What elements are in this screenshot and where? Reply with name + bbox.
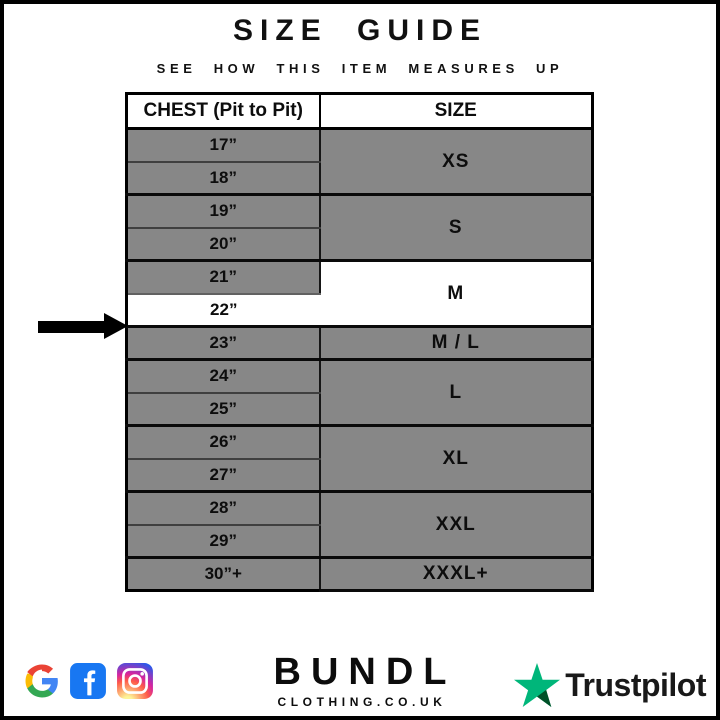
current-size-arrow-icon bbox=[38, 313, 128, 340]
chest-cell-17: 17” bbox=[127, 129, 320, 162]
table-header-row bbox=[127, 94, 593, 129]
chest-cell-18: 18” bbox=[127, 162, 320, 195]
trustpilot-star-icon bbox=[514, 663, 560, 707]
size-cell-xxl: XXL bbox=[320, 492, 593, 558]
column-header-chest: CHEST (Pit to Pit) bbox=[127, 94, 320, 129]
size-cell-xl: XL bbox=[320, 426, 593, 492]
size-cell-m-highlighted: M bbox=[320, 261, 593, 327]
chest-cell-23: 23” bbox=[127, 327, 320, 360]
brand-logo bbox=[264, 651, 457, 709]
brand-name: BUNDL bbox=[273, 651, 457, 693]
instagram-icon bbox=[116, 662, 154, 700]
social-icons bbox=[24, 662, 154, 700]
table-row bbox=[127, 558, 593, 591]
brand-tagline: CLOTHING.CO.UK bbox=[277, 695, 447, 709]
chest-cell-21: 21” bbox=[127, 261, 320, 294]
page-subtitle: SEE HOW THIS ITEM MEASURES UP bbox=[156, 61, 564, 76]
table-row bbox=[127, 360, 593, 393]
chest-cell-29: 29” bbox=[127, 525, 320, 558]
table-row bbox=[127, 129, 593, 162]
size-cell-xs: XS bbox=[320, 129, 593, 195]
chest-cell-25: 25” bbox=[127, 393, 320, 426]
chest-cell-24: 24” bbox=[127, 360, 320, 393]
size-cell-xxxl: XXXL+ bbox=[320, 558, 593, 591]
footer bbox=[4, 649, 716, 719]
table-row bbox=[127, 426, 593, 459]
size-guide-table bbox=[125, 92, 594, 592]
page-title: SIZE GUIDE bbox=[232, 14, 488, 47]
size-cell-m-l: M / L bbox=[320, 327, 593, 360]
facebook-icon bbox=[69, 662, 107, 700]
chest-cell-30plus: 30”+ bbox=[127, 558, 320, 591]
size-cell-l: L bbox=[320, 360, 593, 426]
table-row bbox=[127, 261, 593, 294]
arrow-shaft bbox=[38, 321, 106, 333]
table-row bbox=[127, 492, 593, 525]
arrow-head bbox=[104, 313, 128, 339]
trustpilot-logo bbox=[514, 663, 706, 707]
google-icon bbox=[24, 663, 60, 699]
chest-cell-20: 20” bbox=[127, 228, 320, 261]
size-cell-s: S bbox=[320, 195, 593, 261]
table-row bbox=[127, 195, 593, 228]
trustpilot-label: Trustpilot bbox=[565, 666, 706, 703]
chest-cell-19: 19” bbox=[127, 195, 320, 228]
chest-cell-26: 26” bbox=[127, 426, 320, 459]
chest-cell-22-highlighted: 22” bbox=[127, 294, 320, 327]
column-header-size: SIZE bbox=[320, 94, 593, 129]
table-row bbox=[127, 327, 593, 360]
chest-cell-27: 27” bbox=[127, 459, 320, 492]
chest-cell-28: 28” bbox=[127, 492, 320, 525]
header bbox=[4, 14, 716, 76]
